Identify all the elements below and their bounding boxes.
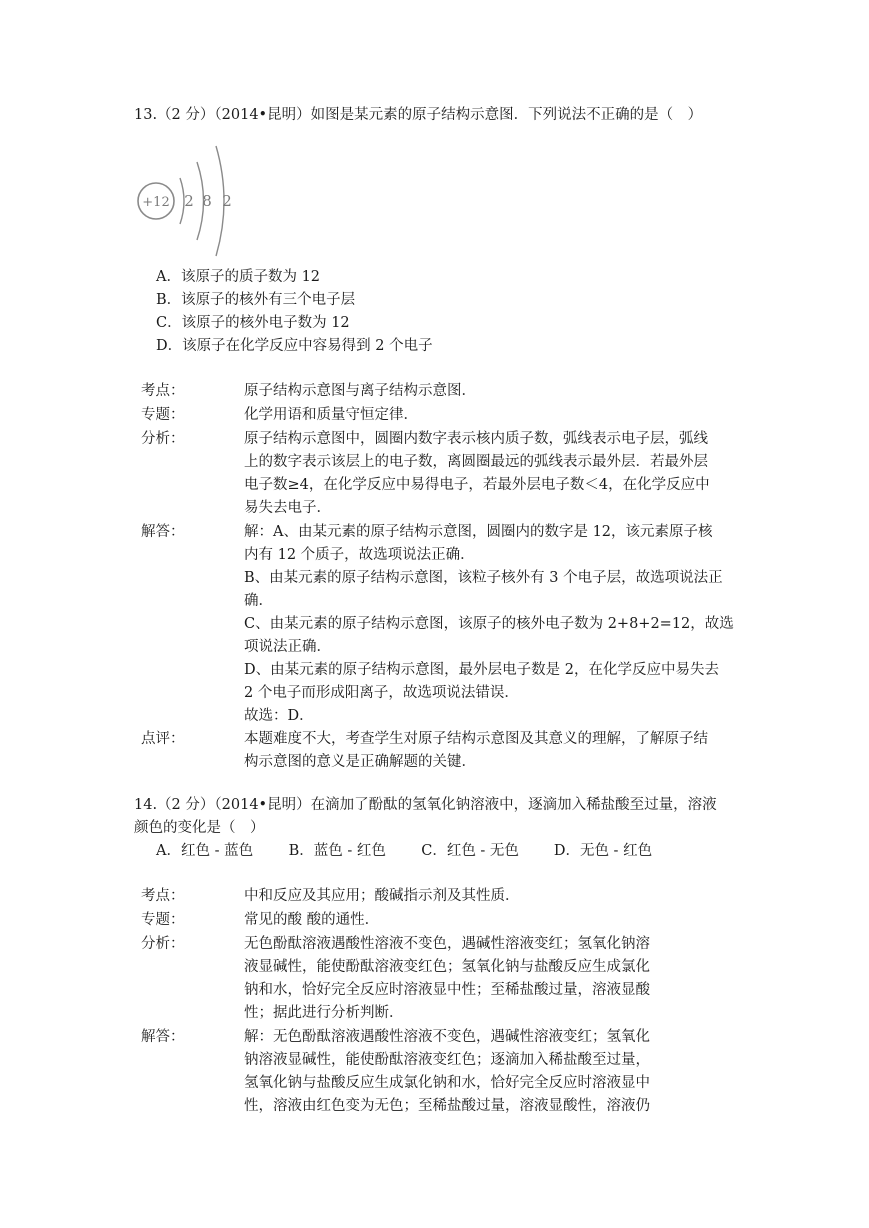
q13-jieda-line: B、由某元素的原子结构示意图，该粒子核外有 3 个电子层，故选项说法正: [244, 570, 723, 586]
q13-option-b: B．该原子的核外有三个电子层: [156, 292, 356, 308]
q13-jieda-line: D、由某元素的原子结构示意图，最外层电子数是 2，在化学反应中易失去: [244, 662, 719, 678]
q14-jieda-line: 解：无色酚酞溶液遇酸性溶液不变色，遇碱性溶液变红；氢氧化: [244, 1029, 650, 1045]
atom-structure-diagram: [130, 138, 240, 258]
q13-jieda-line: 项说法正确．: [244, 639, 331, 655]
q14-title-line: 14.（2 分）（2014•昆明）在滴加了酚酞的氢氧化钠溶液中，逐滴加入稀盐酸至过量，溶液: [134, 797, 717, 813]
q13-jieda-line: 2 个电子而形成阳离子，故选项说法错误．: [244, 685, 519, 701]
q14-zhuanti: 常见的酸 酸的通性．: [244, 912, 380, 928]
q13-fenxi-line: 电子数≥4，在化学反应中易得电子，若最外层电子数＜4，在化学反应中: [244, 477, 710, 493]
q14-fenxi-line: 钠和水，恰好完全反应时溶液显中性；至稀盐酸过量，溶液显酸: [244, 982, 650, 998]
q13-option-a: A．该原子的质子数为 12: [156, 269, 321, 285]
q14-kaodian-label: 考点：: [141, 888, 185, 904]
q14-zhuanti-label: 专题：: [141, 912, 185, 928]
atom-diagram-svg: [130, 138, 240, 258]
q13-dianping-line: 本题难度不大，考查学生对原子结构示意图及其意义的理解，了解原子结: [244, 731, 708, 747]
q13-jieda-label: 解答：: [141, 524, 185, 540]
q13-option-d: D．该原子在化学反应中容易得到 2 个电子: [156, 338, 433, 354]
q14-fenxi-line: 液显碱性，能使酚酞溶液变红色；氢氧化钠与盐酸反应生成氯化: [244, 959, 650, 975]
q13-fenxi-line: 原子结构示意图中，圆圈内数字表示核内质子数，弧线表示电子层，弧线: [244, 431, 708, 447]
q14-jieda-label: 解答：: [141, 1029, 185, 1045]
q13-kaodian-label: 考点：: [141, 383, 185, 399]
q13-zhuanti: 化学用语和质量守恒定律．: [244, 407, 418, 423]
q14-options: [156, 841, 652, 861]
q14-option-b: B．蓝色 - 红色: [288, 843, 386, 859]
q13-jieda-line: 确．: [244, 593, 273, 609]
q13-fenxi-line: 上的数字表示该层上的电子数，离圆圈最远的弧线表示最外层．若最外层: [244, 454, 708, 470]
shell-1-electrons: 2: [184, 192, 194, 210]
q14-title-line: 颜色的变化是（ ）: [134, 820, 265, 836]
q13-jieda-line: 内有 12 个质子，故选项说法正确．: [244, 547, 475, 563]
shell-3-electrons: 2: [222, 192, 232, 210]
q13-zhuanti-label: 专题：: [141, 407, 185, 423]
q13-jieda-line: 故选：D．: [244, 708, 314, 724]
q13-fenxi-line: 易失去电子．: [244, 500, 331, 516]
q14-fenxi-line: 无色酚酞溶液遇酸性溶液不变色，遇碱性溶液变红；氢氧化钠溶: [244, 936, 650, 952]
q14-fenxi-label: 分析：: [141, 936, 185, 952]
q13-title: 13.（2 分）（2014•昆明）如图是某元素的原子结构示意图．下列说法不正确的是（ ）: [134, 107, 703, 123]
q14-option-c: C．红色 - 无色: [421, 843, 519, 859]
q13-kaodian: 原子结构示意图与离子结构示意图．: [244, 383, 476, 399]
shell-2-electrons: 8: [202, 192, 212, 210]
q14-kaodian: 中和反应及其应用；酸碱指示剂及其性质．: [244, 888, 520, 904]
q14-jieda-line: 性，溶液由红色变为无色；至稀盐酸过量，溶液显酸性，溶液仍: [244, 1098, 650, 1114]
q14-option-d: D．无色 - 红色: [553, 843, 653, 859]
q13-jieda-line: 解：A、由某元素的原子结构示意图，圆圈内的数字是 12，该元素原子核: [244, 524, 713, 540]
q13-option-c: C．该原子的核外电子数为 12: [156, 315, 350, 331]
nucleus-charge: +12: [142, 195, 170, 210]
q13-dianping-line: 构示意图的意义是正确解题的关键．: [244, 754, 476, 770]
q13-jieda-line: C、由某元素的原子结构示意图，该原子的核外电子数为 2+8+2=12，故选: [244, 616, 734, 632]
q14-jieda-line: 氢氧化钠与盐酸反应生成氯化钠和水，恰好完全反应时溶液显中: [244, 1075, 650, 1091]
q13-dianping-label: 点评：: [141, 731, 185, 747]
q14-option-a: A．红色 - 蓝色: [156, 843, 254, 859]
q13-fenxi-label: 分析：: [141, 431, 185, 447]
q14-fenxi-line: 性；据此进行分析判断．: [244, 1005, 404, 1021]
q14-jieda-line: 钠溶液显碱性，能使酚酞溶液变红色；逐滴加入稀盐酸至过量，: [244, 1052, 650, 1068]
